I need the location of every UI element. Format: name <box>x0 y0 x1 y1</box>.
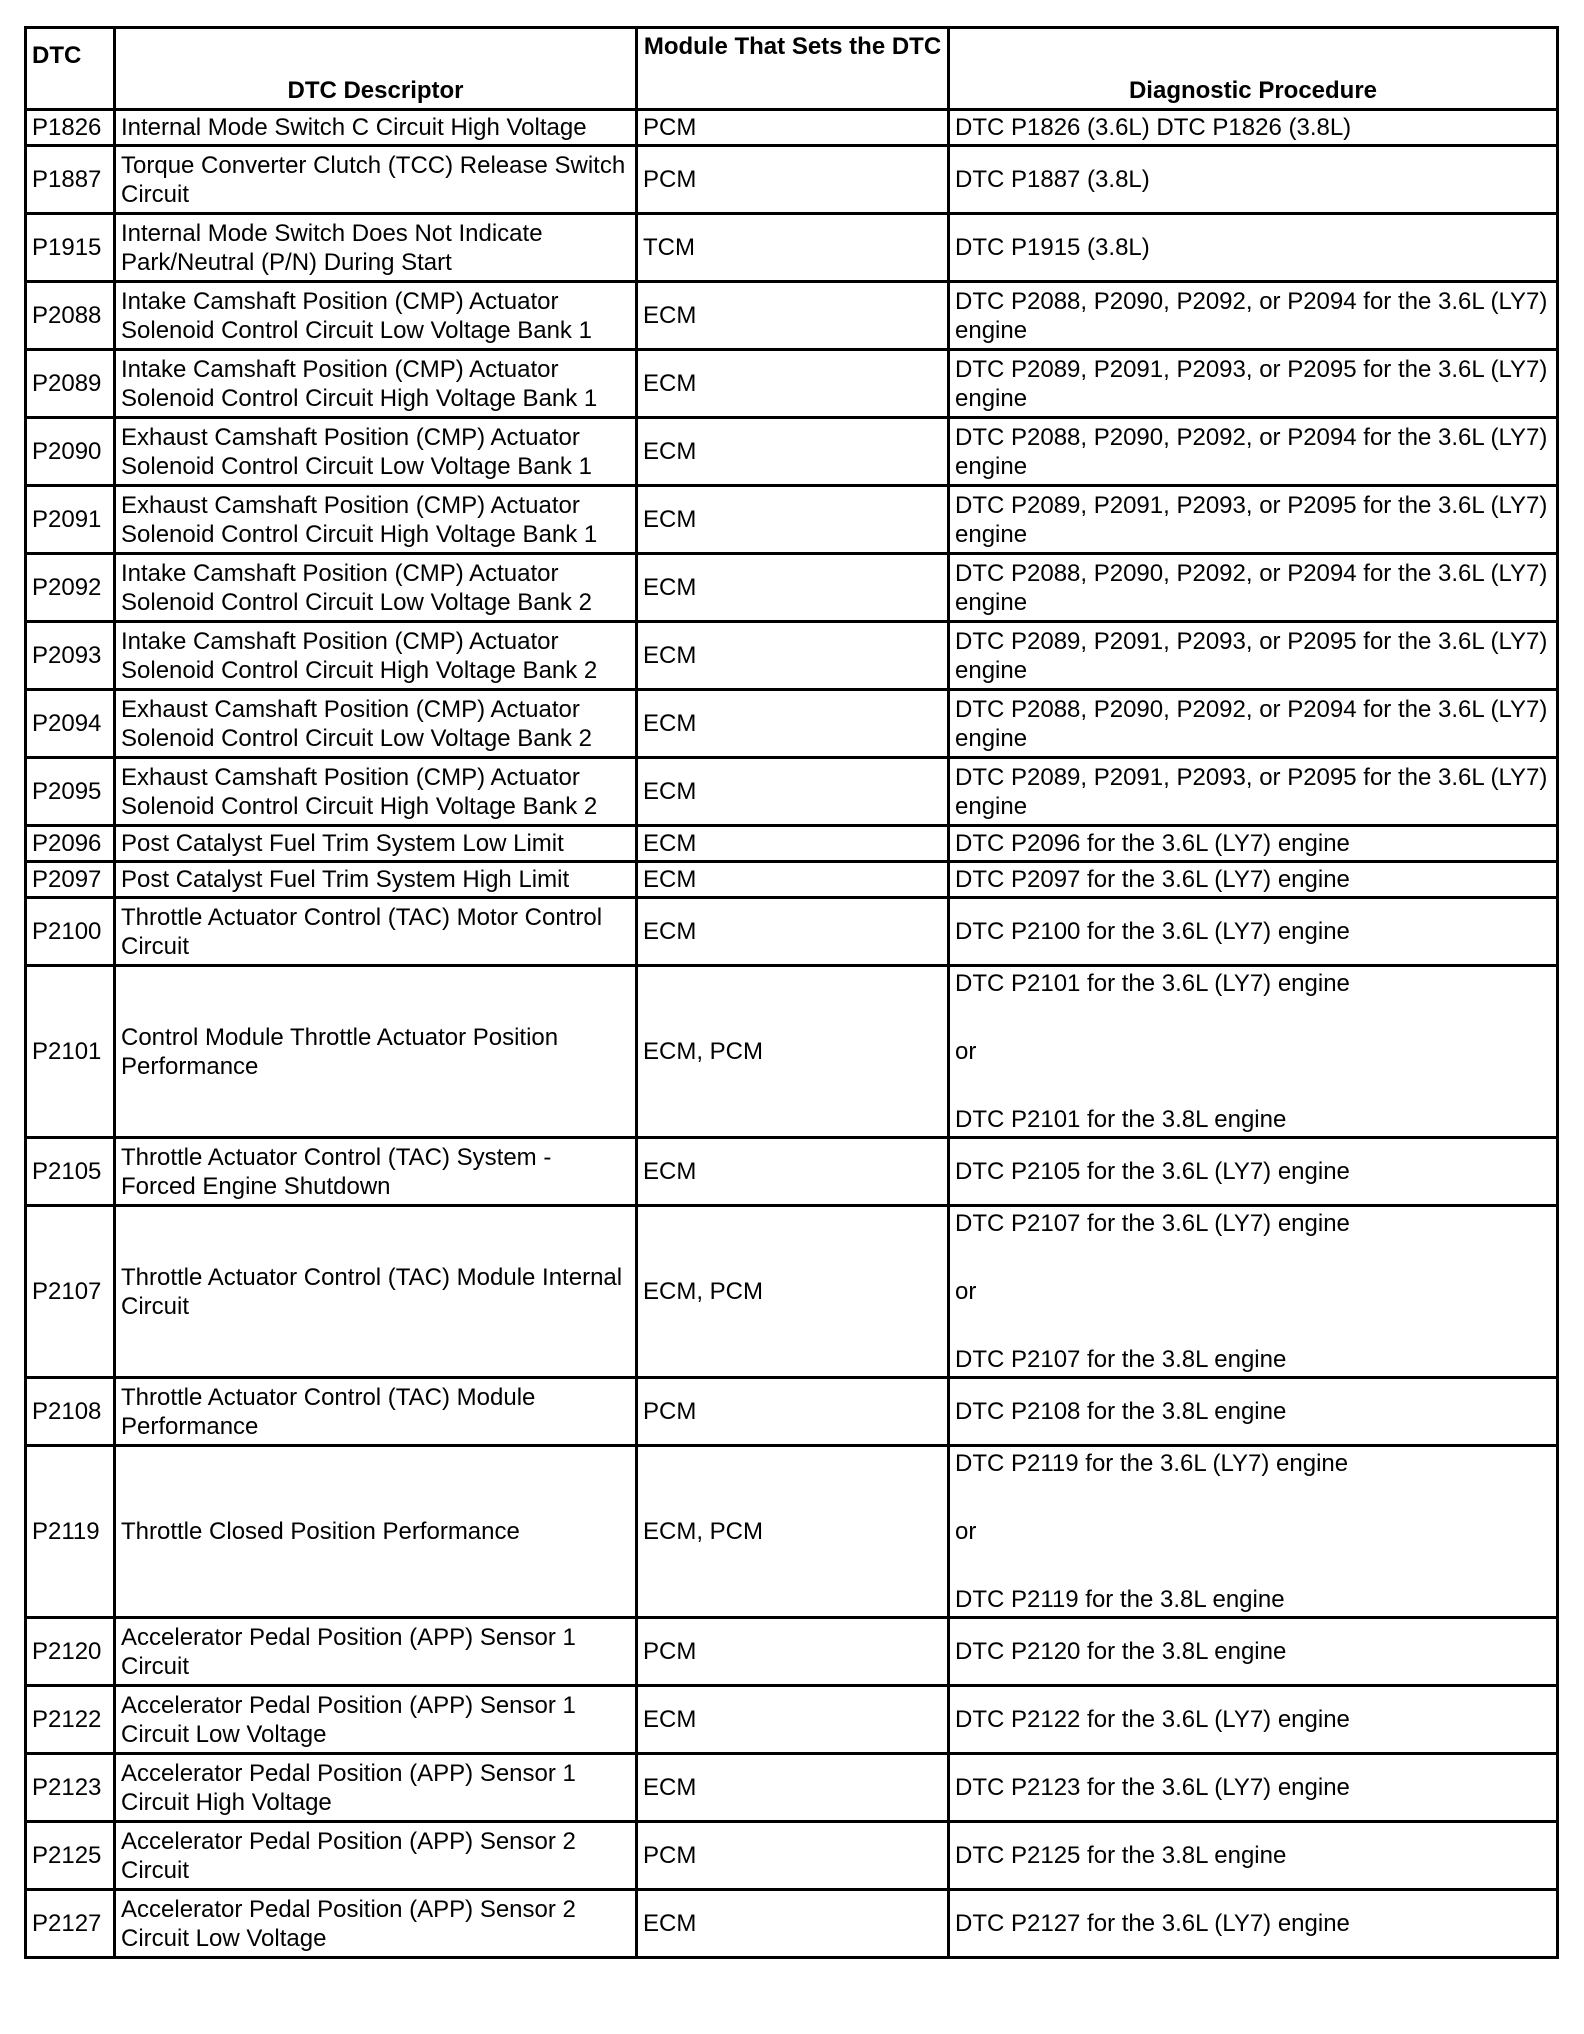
module-cell: ECM, PCM <box>637 966 949 1138</box>
dtc-descriptor-cell: Throttle Actuator Control (TAC) Module Performance <box>115 1378 637 1446</box>
header-row <box>26 28 1558 110</box>
dtc-document <box>24 26 1559 1959</box>
diagnostic-procedure-cell: DTC P2089, P2091, P2093, or P2095 for the 3.6L (LY7) engine <box>949 758 1558 826</box>
diagnostic-procedure-cell: DTC P2122 for the 3.6L (LY7) engine <box>949 1686 1558 1754</box>
diagnostic-procedure-cell <box>949 966 1558 1138</box>
dtc-code-cell: P2092 <box>26 554 115 622</box>
procedure-spacer <box>955 998 1551 1037</box>
diagnostic-procedure-cell <box>949 1446 1558 1618</box>
table-row <box>26 826 1558 862</box>
dtc-descriptor-cell: Accelerator Pedal Position (APP) Sensor 2 Circuit Low Voltage <box>115 1890 637 1958</box>
module-cell: TCM <box>637 214 949 282</box>
procedure-line: DTC P2119 for the 3.6L (LY7) engine <box>955 1450 1349 1477</box>
dtc-code-cell: P2093 <box>26 622 115 690</box>
table-row <box>26 214 1558 282</box>
dtc-descriptor-cell: Throttle Closed Position Performance <box>115 1446 637 1618</box>
dtc-descriptor-cell: Intake Camshaft Position (CMP) Actuator Solenoid Control Circuit High Voltage Bank 1 <box>115 350 637 418</box>
dtc-code-cell: P2119 <box>26 1446 115 1618</box>
module-cell: ECM <box>637 350 949 418</box>
dtc-descriptor-cell: Intake Camshaft Position (CMP) Actuator Solenoid Control Circuit High Voltage Bank 2 <box>115 622 637 690</box>
procedure-line: or <box>955 1278 977 1305</box>
module-cell: PCM <box>637 1822 949 1890</box>
table-row <box>26 1138 1558 1206</box>
dtc-code-cell: P2089 <box>26 350 115 418</box>
diagnostic-procedure-cell: DTC P2088, P2090, P2092, or P2094 for the 3.6L (LY7) engine <box>949 282 1558 350</box>
diagnostic-procedure-cell <box>949 1206 1558 1378</box>
dtc-descriptor-cell: Accelerator Pedal Position (APP) Sensor 1 Circuit Low Voltage <box>115 1686 637 1754</box>
dtc-descriptor-cell: Accelerator Pedal Position (APP) Sensor 1 Circuit <box>115 1618 637 1686</box>
diagnostic-procedure-cell: DTC P2089, P2091, P2093, or P2095 for the 3.6L (LY7) engine <box>949 622 1558 690</box>
dtc-descriptor-cell: Exhaust Camshaft Position (CMP) Actuator Solenoid Control Circuit High Voltage Bank 1 <box>115 486 637 554</box>
module-cell: ECM <box>637 554 949 622</box>
procedure-spacer <box>955 1066 1551 1105</box>
table-row <box>26 146 1558 214</box>
table-row <box>26 1446 1558 1618</box>
dtc-code-cell: P2096 <box>26 826 115 862</box>
procedure-spacer <box>955 1306 1551 1345</box>
diagnostic-procedure-cell: DTC P1915 (3.8L) <box>949 214 1558 282</box>
table-row <box>26 758 1558 826</box>
dtc-code-cell: P1915 <box>26 214 115 282</box>
table-row <box>26 1206 1558 1378</box>
table-row <box>26 1890 1558 1958</box>
procedure-line: or <box>955 1038 977 1065</box>
dtc-descriptor-cell: Exhaust Camshaft Position (CMP) Actuator Solenoid Control Circuit Low Voltage Bank 2 <box>115 690 637 758</box>
module-cell: ECM <box>637 826 949 862</box>
module-cell: PCM <box>637 1378 949 1446</box>
table-row <box>26 282 1558 350</box>
table-row <box>26 350 1558 418</box>
table-row <box>26 1618 1558 1686</box>
diagnostic-procedure-cell: DTC P1826 (3.6L) DTC P1826 (3.8L) <box>949 110 1558 146</box>
module-cell: ECM <box>637 282 949 350</box>
table-row <box>26 418 1558 486</box>
table-row <box>26 486 1558 554</box>
header-module: Module That Sets the DTC <box>637 28 949 110</box>
module-cell: ECM <box>637 1686 949 1754</box>
dtc-descriptor-cell: Exhaust Camshaft Position (CMP) Actuator Solenoid Control Circuit High Voltage Bank 2 <box>115 758 637 826</box>
module-cell: ECM, PCM <box>637 1206 949 1378</box>
dtc-descriptor-cell: Intake Camshaft Position (CMP) Actuator Solenoid Control Circuit Low Voltage Bank 2 <box>115 554 637 622</box>
table-row <box>26 1686 1558 1754</box>
dtc-code-cell: P2105 <box>26 1138 115 1206</box>
dtc-descriptor-cell: Post Catalyst Fuel Trim System High Limit <box>115 862 637 898</box>
procedure-line: or <box>955 1518 977 1545</box>
header-procedure: Diagnostic Procedure <box>949 28 1558 110</box>
module-cell: PCM <box>637 146 949 214</box>
dtc-code-cell: P2108 <box>26 1378 115 1446</box>
module-cell: ECM <box>637 758 949 826</box>
diagnostic-procedure-cell: DTC P2088, P2090, P2092, or P2094 for the 3.6L (LY7) engine <box>949 554 1558 622</box>
dtc-descriptor-cell: Torque Converter Clutch (TCC) Release Switch Circuit <box>115 146 637 214</box>
table-row <box>26 554 1558 622</box>
dtc-code-cell: P2091 <box>26 486 115 554</box>
table-row <box>26 1822 1558 1890</box>
procedure-spacer <box>955 1546 1551 1585</box>
dtc-descriptor-cell: Exhaust Camshaft Position (CMP) Actuator Solenoid Control Circuit Low Voltage Bank 1 <box>115 418 637 486</box>
procedure-line: DTC P2119 for the 3.8L engine <box>955 1586 1285 1613</box>
module-cell: ECM <box>637 1754 949 1822</box>
table-row <box>26 1754 1558 1822</box>
module-cell: ECM <box>637 862 949 898</box>
dtc-code-cell: P2123 <box>26 1754 115 1822</box>
diagnostic-procedure-cell: DTC P2096 for the 3.6L (LY7) engine <box>949 826 1558 862</box>
diagnostic-procedure-cell: DTC P2120 for the 3.8L engine <box>949 1618 1558 1686</box>
dtc-descriptor-cell: Throttle Actuator Control (TAC) Motor Control Circuit <box>115 898 637 966</box>
procedure-spacer <box>955 1478 1551 1517</box>
dtc-code-cell: P2100 <box>26 898 115 966</box>
dtc-code-cell: P2094 <box>26 690 115 758</box>
dtc-code-cell: P2097 <box>26 862 115 898</box>
diagnostic-procedure-cell: DTC P2089, P2091, P2093, or P2095 for the 3.6L (LY7) engine <box>949 486 1558 554</box>
dtc-code-cell: P2101 <box>26 966 115 1138</box>
diagnostic-procedure-cell: DTC P2108 for the 3.8L engine <box>949 1378 1558 1446</box>
dtc-code-cell: P2090 <box>26 418 115 486</box>
dtc-code-cell: P2088 <box>26 282 115 350</box>
dtc-descriptor-cell: Internal Mode Switch Does Not Indicate Park/Neutral (P/N) During Start <box>115 214 637 282</box>
module-cell: ECM <box>637 898 949 966</box>
procedure-line: DTC P2107 for the 3.6L (LY7) engine <box>955 1210 1350 1237</box>
dtc-code-cell: P2120 <box>26 1618 115 1686</box>
dtc-descriptor-cell: Internal Mode Switch C Circuit High Voltage <box>115 110 637 146</box>
module-cell: ECM, PCM <box>637 1446 949 1618</box>
header-descriptor: DTC Descriptor <box>115 28 637 110</box>
module-cell: PCM <box>637 1618 949 1686</box>
procedure-line: DTC P2107 for the 3.8L engine <box>955 1346 1287 1373</box>
dtc-table <box>24 26 1559 1959</box>
table-row <box>26 1378 1558 1446</box>
header-dtc: DTC <box>26 28 115 110</box>
diagnostic-procedure-cell: DTC P2125 for the 3.8L engine <box>949 1822 1558 1890</box>
dtc-code-cell: P2127 <box>26 1890 115 1958</box>
module-cell: ECM <box>637 1138 949 1206</box>
dtc-code-cell: P1887 <box>26 146 115 214</box>
diagnostic-procedure-cell: DTC P2105 for the 3.6L (LY7) engine <box>949 1138 1558 1206</box>
dtc-descriptor-cell: Throttle Actuator Control (TAC) System - Forced Engine Shutdown <box>115 1138 637 1206</box>
diagnostic-procedure-cell: DTC P2088, P2090, P2092, or P2094 for the 3.6L (LY7) engine <box>949 690 1558 758</box>
table-row <box>26 898 1558 966</box>
diagnostic-procedure-cell: DTC P2127 for the 3.6L (LY7) engine <box>949 1890 1558 1958</box>
module-cell: ECM <box>637 418 949 486</box>
dtc-descriptor-cell: Control Module Throttle Actuator Position Performance <box>115 966 637 1138</box>
table-row <box>26 862 1558 898</box>
diagnostic-procedure-cell: DTC P2097 for the 3.6L (LY7) engine <box>949 862 1558 898</box>
table-row <box>26 622 1558 690</box>
table-row <box>26 690 1558 758</box>
procedure-line: DTC P2101 for the 3.8L engine <box>955 1106 1287 1133</box>
dtc-descriptor-cell: Throttle Actuator Control (TAC) Module Internal Circuit <box>115 1206 637 1378</box>
dtc-code-cell: P1826 <box>26 110 115 146</box>
module-cell: ECM <box>637 486 949 554</box>
diagnostic-procedure-cell: DTC P2089, P2091, P2093, or P2095 for the 3.6L (LY7) engine <box>949 350 1558 418</box>
diagnostic-procedure-cell: DTC P2088, P2090, P2092, or P2094 for the 3.6L (LY7) engine <box>949 418 1558 486</box>
procedure-line: DTC P2101 for the 3.6L (LY7) engine <box>955 970 1350 997</box>
module-cell: ECM <box>637 1890 949 1958</box>
table-row <box>26 966 1558 1138</box>
diagnostic-procedure-cell: DTC P1887 (3.8L) <box>949 146 1558 214</box>
dtc-code-cell: P2125 <box>26 1822 115 1890</box>
module-cell: PCM <box>637 110 949 146</box>
dtc-code-cell: P2095 <box>26 758 115 826</box>
dtc-descriptor-cell: Intake Camshaft Position (CMP) Actuator Solenoid Control Circuit Low Voltage Bank 1 <box>115 282 637 350</box>
dtc-descriptor-cell: Post Catalyst Fuel Trim System Low Limit <box>115 826 637 862</box>
dtc-descriptor-cell: Accelerator Pedal Position (APP) Sensor 1 Circuit High Voltage <box>115 1754 637 1822</box>
table-body <box>26 110 1558 1958</box>
module-cell: ECM <box>637 690 949 758</box>
dtc-descriptor-cell: Accelerator Pedal Position (APP) Sensor 2 Circuit <box>115 1822 637 1890</box>
diagnostic-procedure-cell: DTC P2100 for the 3.6L (LY7) engine <box>949 898 1558 966</box>
table-row <box>26 110 1558 146</box>
procedure-spacer <box>955 1238 1551 1277</box>
dtc-code-cell: P2107 <box>26 1206 115 1378</box>
module-cell: ECM <box>637 622 949 690</box>
dtc-code-cell: P2122 <box>26 1686 115 1754</box>
diagnostic-procedure-cell: DTC P2123 for the 3.6L (LY7) engine <box>949 1754 1558 1822</box>
